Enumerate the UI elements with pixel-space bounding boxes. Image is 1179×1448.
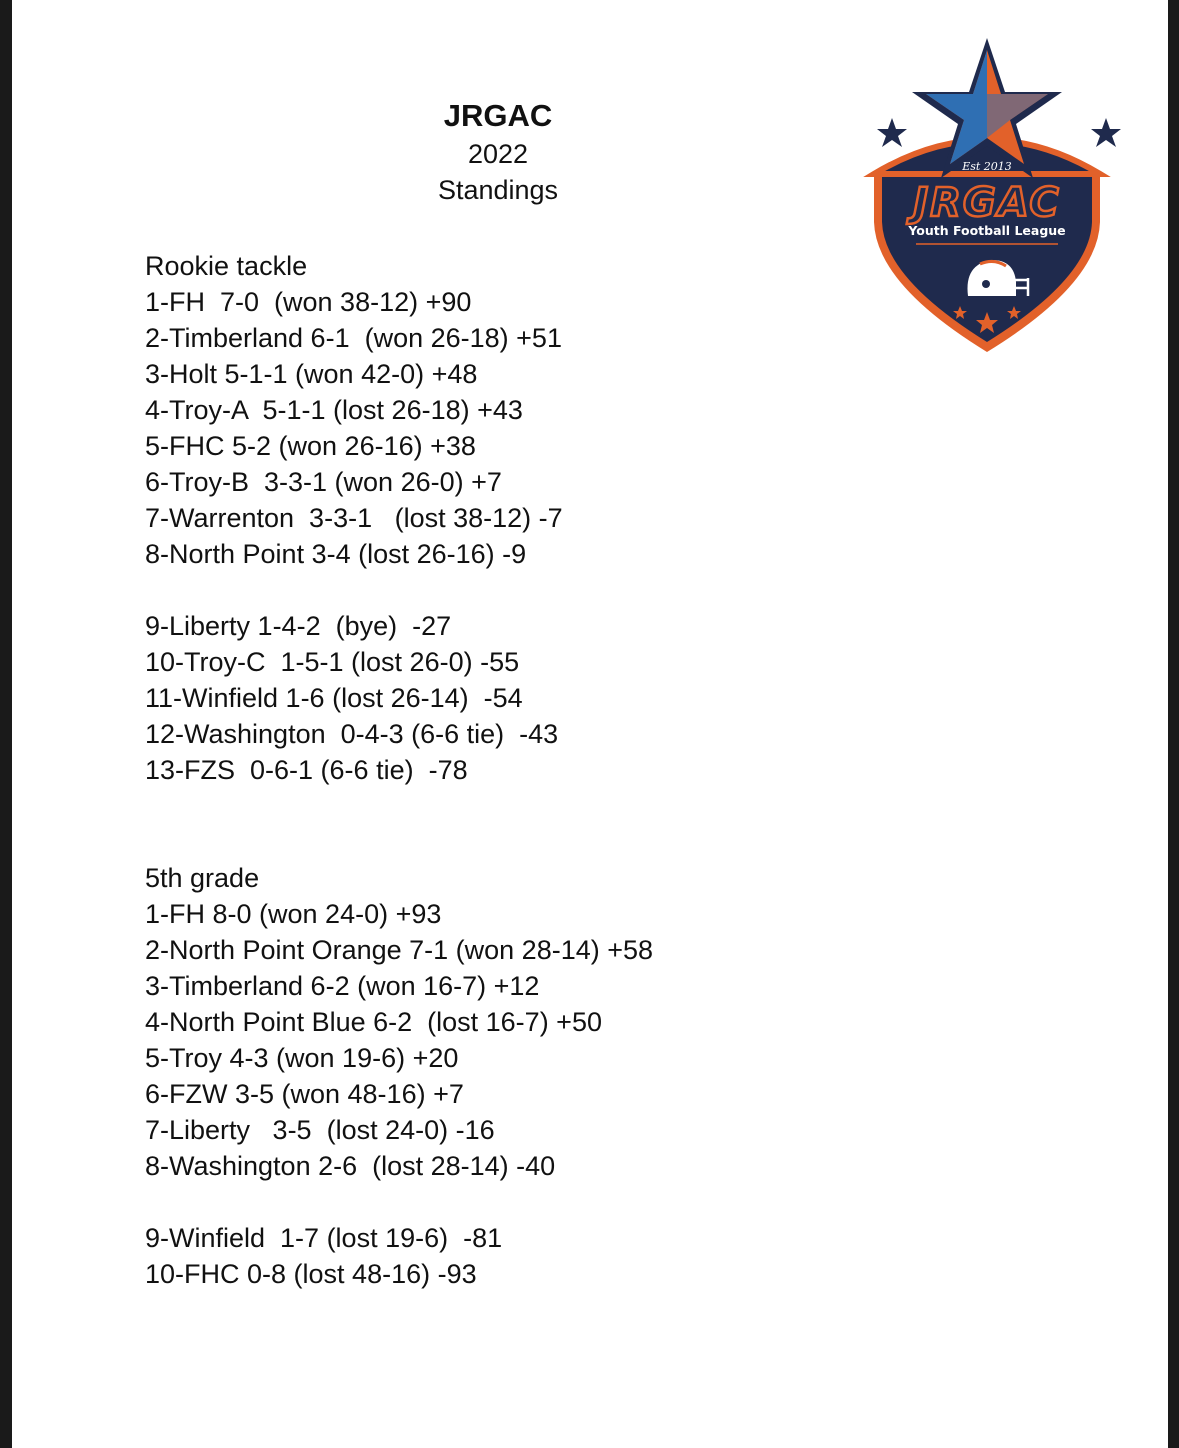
standing-row: 5-FHC 5-2 (won 26-16) +38 (145, 431, 476, 461)
standing-row: 10-Troy-C 1-5-1 (lost 26-0) -55 (145, 647, 520, 677)
standing-row: 12-Washington 0-4-3 (6-6 tie) -43 (145, 719, 559, 749)
standing-row: 11-Winfield 1-6 (lost 26-14) -54 (145, 683, 523, 713)
standing-row: 8-Washington 2-6 (lost 28-14) -40 (145, 1151, 556, 1181)
standing-row: 8-North Point 3-4 (lost 26-16) -9 (145, 539, 527, 569)
star-icon (877, 118, 907, 147)
division-rookie-tackle (145, 248, 653, 788)
division-heading: Rookie tackle (145, 251, 308, 281)
standings-group (145, 284, 653, 572)
standing-row: 3-Timberland 6-2 (won 16-7) +12 (145, 971, 540, 1001)
document-header (348, 96, 648, 208)
standings-group (145, 896, 653, 1184)
jrgac-logo (852, 34, 1122, 359)
standing-row: 1-FH 7-0 (won 38-12) +90 (145, 287, 472, 317)
standing-row: 4-North Point Blue 6-2 (lost 16-7) +50 (145, 1007, 602, 1037)
standing-row: 4-Troy-A 5-1-1 (lost 26-18) +43 (145, 395, 523, 425)
logo-tagline-text: Youth Football League (908, 223, 1066, 238)
standing-row: 9-Winfield 1-7 (lost 19-6) -81 (145, 1223, 503, 1253)
standings-content (145, 248, 653, 1292)
standing-row: 2-Timberland 6-1 (won 26-18) +51 (145, 323, 562, 353)
standing-row: 2-North Point Orange 7-1 (won 28-14) +58 (145, 935, 654, 965)
standing-row: 13-FZS 0-6-1 (6-6 tie) -78 (145, 755, 468, 785)
standing-row: 1-FH 8-0 (won 24-0) +93 (145, 899, 442, 929)
standing-row: 6-Troy-B 3-3-1 (won 26-0) +7 (145, 467, 502, 497)
division-5th-grade (145, 860, 653, 1292)
page-title: JRGAC (443, 98, 553, 133)
page-year: 2022 (467, 139, 529, 169)
standings-group (145, 608, 653, 788)
logo-est-text: Est 2013 (962, 160, 1012, 173)
standing-row: 5-Troy 4-3 (won 19-6) +20 (145, 1043, 459, 1073)
standing-row: 6-FZW 3-5 (won 48-16) +7 (145, 1079, 464, 1109)
division-heading: 5th grade (145, 863, 260, 893)
standing-row: 10-FHC 0-8 (lost 48-16) -93 (145, 1259, 477, 1289)
document-page (12, 0, 1168, 1448)
star-icon (1091, 118, 1121, 147)
standing-row: 3-Holt 5-1-1 (won 42-0) +48 (145, 359, 478, 389)
standing-row: 7-Warrenton 3-3-1 (lost 38-12) -7 (145, 503, 563, 533)
standing-row: 9-Liberty 1-4-2 (bye) -27 (145, 611, 452, 641)
page-subtitle: Standings (437, 175, 559, 205)
standings-group (145, 1220, 653, 1292)
standing-row: 7-Liberty 3-5 (lost 24-0) -16 (145, 1115, 495, 1145)
logo-name-text: JRGAC (913, 180, 1061, 226)
